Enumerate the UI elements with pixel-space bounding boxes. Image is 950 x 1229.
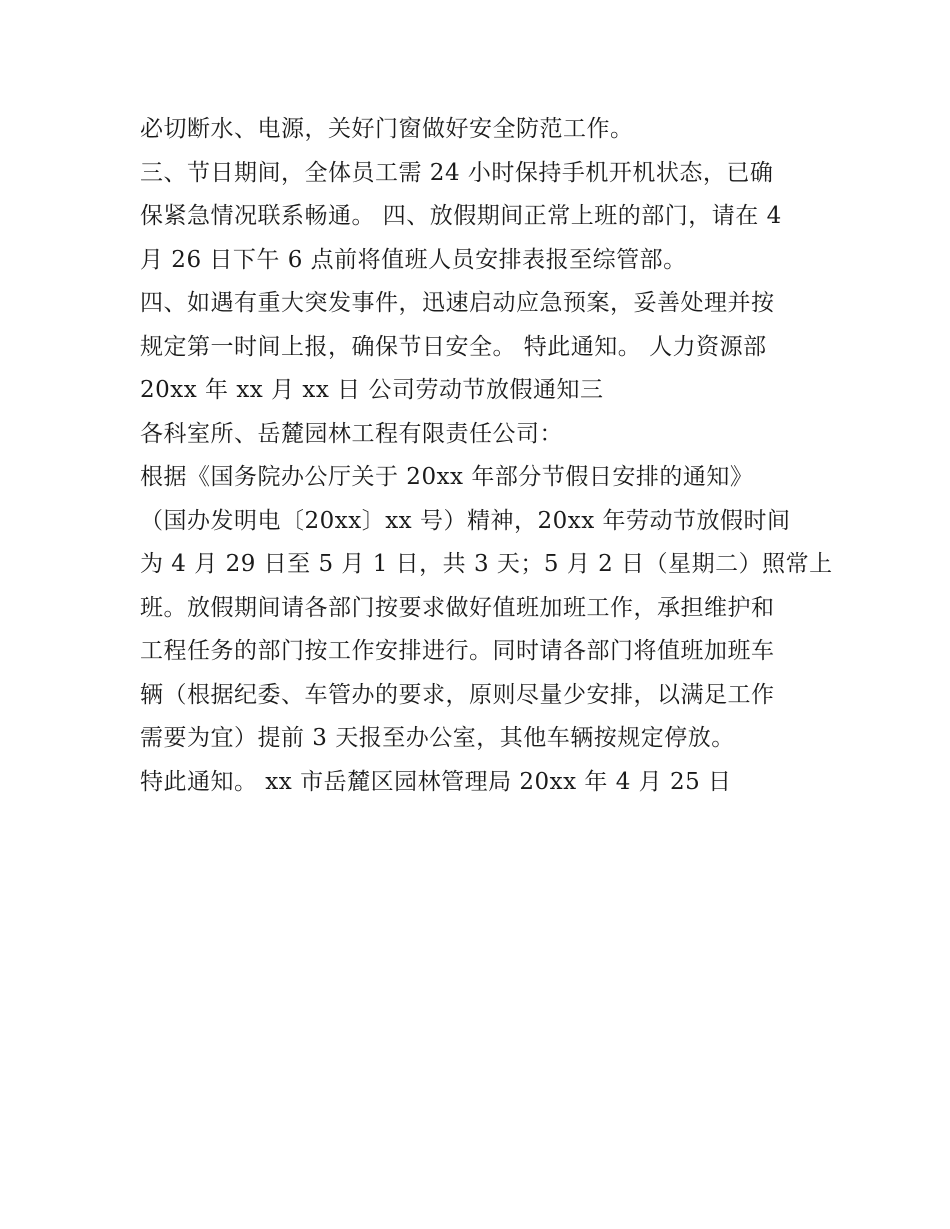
text-line: 工程任务的部门按工作安排进行。同时请各部门将值班加班车 bbox=[140, 638, 775, 664]
text-line: 四、如遇有重大突发事件，迅速启动应急预案，妥善处理并按 bbox=[140, 290, 775, 316]
text-line: 需要为宜）提前 3 天报至办公室，其他车辆按规定停放。 bbox=[140, 725, 735, 751]
text-line: 班。放假期间请各部门按要求做好值班加班工作，承担维护和 bbox=[140, 594, 775, 621]
text-line: 20xx 年 xx 月 xx 日 公司劳动节放假通知三 bbox=[140, 377, 604, 403]
text-line: 特此通知。 xx 市岳麓区园林管理局 20xx 年 4 月 25 日 bbox=[140, 768, 732, 795]
text-line: 辆（根据纪委、车管办的要求，原则尽量少安排，以满足工作 bbox=[140, 681, 775, 708]
text-line: 规定第一时间上报，确保节日安全。 特此通知。 人力资源部 bbox=[140, 333, 767, 360]
text-line: 必切断水、电源，关好门窗做好安全防范工作。 bbox=[140, 116, 634, 142]
document-body bbox=[140, 108, 833, 804]
text-line: （国办发明电〔20xx〕xx 号）精神，20xx 年劳动节放假时间 bbox=[140, 507, 791, 534]
text-line: 根据《国务院办公厅关于 20xx 年部分节假日安排的通知》 bbox=[140, 464, 754, 490]
text-line: 月 26 日下午 6 点前将值班人员安排表报至综管部。 bbox=[140, 246, 687, 273]
text-line: 保紧急情况联系畅通。 四、放假期间正常上班的部门，请在 4 bbox=[140, 203, 782, 229]
text-line: 各科室所、岳麓园林工程有限责任公司： bbox=[140, 420, 563, 447]
text-line: 为 4 月 29 日至 5 月 1 日，共 3 天；5 月 2 日（星期二）照常上 bbox=[140, 551, 833, 577]
text-line: 三、节日期间，全体员工需 24 小时保持手机开机状态，已确 bbox=[140, 159, 774, 186]
